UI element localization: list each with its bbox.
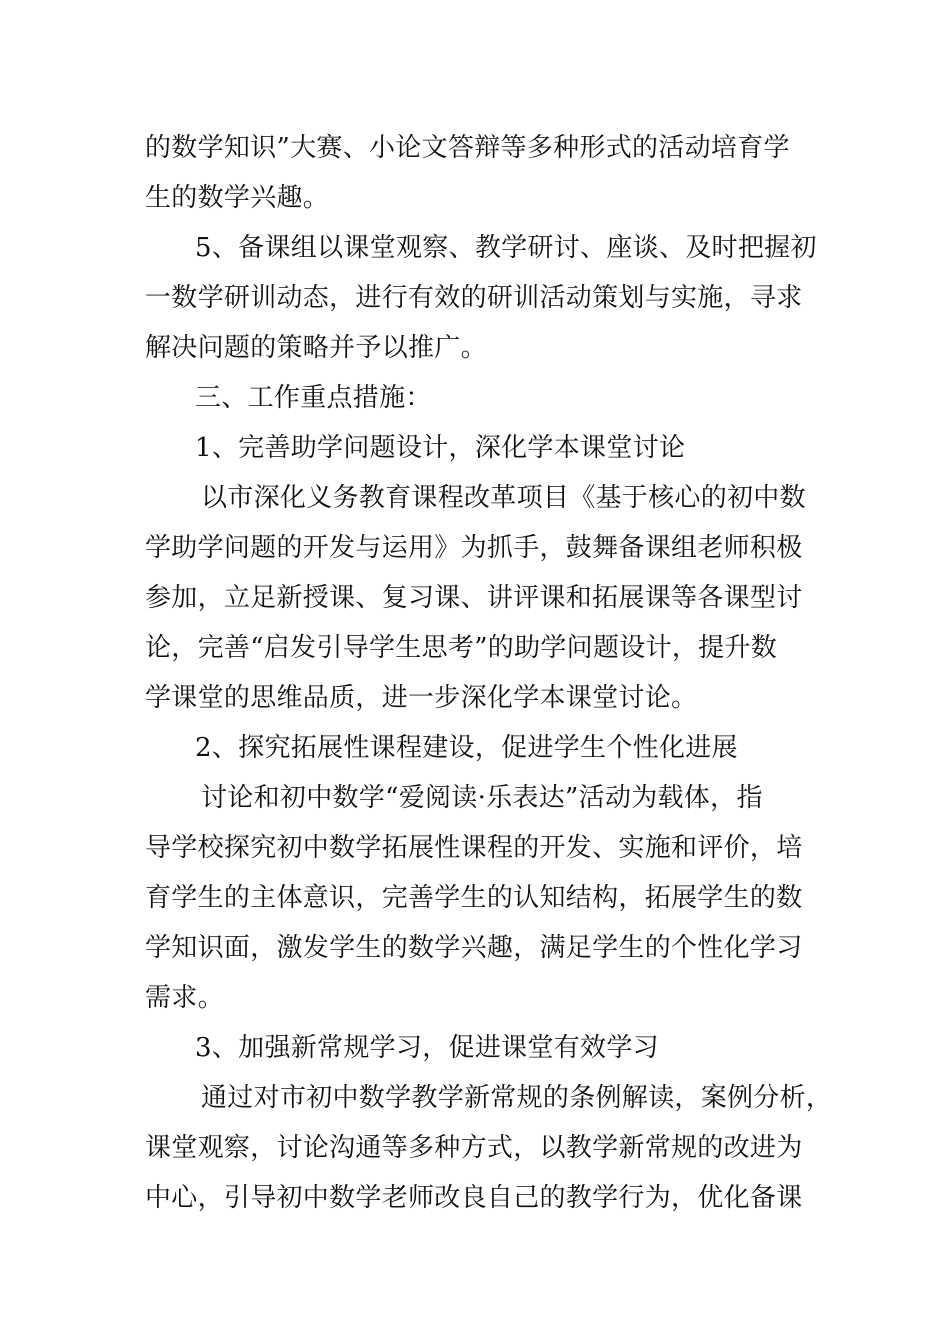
paragraph-line: 5、备课组以课堂观察、教学研讨、座谈、及时把握初 [195,233,817,263]
text-line: 生的数学兴趣。 [145,183,330,213]
text-line: 中心，引导初中数学老师改良自己的教学行为，优化备课 [145,1183,803,1213]
paragraph-line: 以市深化义务教育课程改革项目《基于核心的初中数 [201,483,806,513]
text-line: 学知识面，激发学生的数学兴趣，满足学生的个性化学习 [145,933,803,963]
text-line: 导学校探究初中数学拓展性课程的开发、实施和评价，培 [145,833,803,863]
text-line: 参加，立足新授课、复习课、讲评课和拓展课等各课型讨 [145,583,803,613]
paragraph-line: 通过对市初中数学教学新常规的条例解读，案例分析， [201,1083,833,1113]
text-line: 需求。 [145,983,224,1013]
paragraph-line: 讨论和初中数学“爱阅读·乐表达”活动为载体，指 [201,783,763,813]
text-line: 课堂观察，讨论沟通等多种方式，以教学新常规的改进为 [145,1133,803,1163]
subsection-heading: 3、加强新常规学习，促进课堂有效学习 [195,1033,659,1063]
text-line: 论，完善“启发引导学生思考”的助学问题设计，提升数 [145,633,778,663]
subsection-heading: 2、探究拓展性课程建设，促进学生个性化进展 [195,733,738,763]
text-line: 一数学研训动态，进行有效的研训活动策划与实施，寻求 [145,283,803,313]
text-line: 育学生的主体意识，完善学生的认知结构，拓展学生的数 [145,883,803,913]
text-line: 解决问题的策略并予以推广。 [145,333,487,363]
section-heading: 三、工作重点措施： [195,383,432,413]
text-line: 学助学问题的开发与运用》为抓手，鼓舞备课组老师积极 [145,533,803,563]
subsection-heading: 1、完善助学问题设计，深化学本课堂讨论 [195,433,686,463]
text-line: 学课堂的思维品质，进一步深化学本课堂讨论。 [145,683,698,713]
text-line: 的数学知识”大赛、小论文答辩等多种形式的活动培育学 [145,133,790,163]
